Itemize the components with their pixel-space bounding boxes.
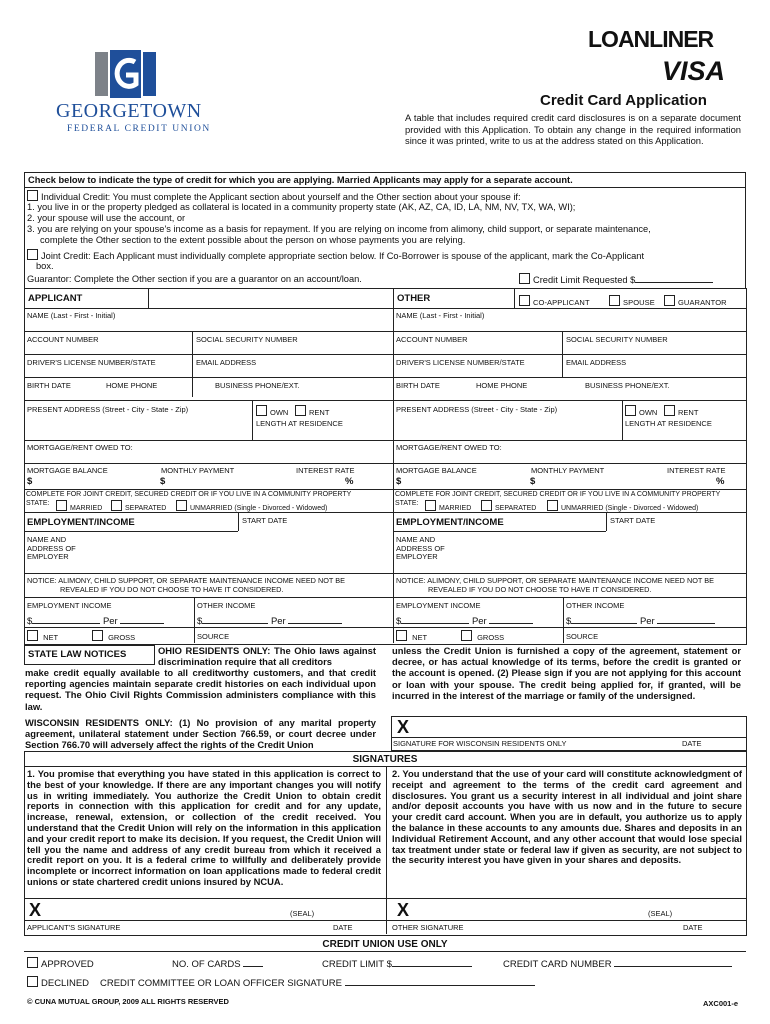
applicant-birth-field[interactable]: BIRTH DATE [27,381,71,390]
applicant-unmarried-checkbox[interactable] [176,500,187,511]
individual-credit-checkbox[interactable] [27,190,38,201]
other-ssn-field[interactable]: SOCIAL SECURITY NUMBER [566,335,668,344]
georgetown-g-icon [95,50,157,98]
other-joint-note: COMPLETE FOR JOINT CREDIT, SECURED CREDIT OR IF YOU LIVE IN A COMMUNITY PROPERTY [395,491,721,498]
other-email-field[interactable]: EMAIL ADDRESS [566,358,627,367]
co-applicant-label: CO-APPLICANT [533,298,590,307]
guarantor-option[interactable] [664,295,727,307]
other-own-option[interactable] [625,405,657,417]
other-start-date-field[interactable]: START DATE [610,516,656,525]
other-own-label: OWN [639,408,658,417]
credit-limit-cu-label: CREDIT LIMIT $ [322,959,392,970]
applicant-email-field[interactable]: EMAIL ADDRESS [196,358,257,367]
per-label: Per [639,616,655,627]
other-net-option[interactable] [396,630,427,642]
spouse-checkbox[interactable] [609,295,620,306]
other-net-checkbox[interactable] [396,630,407,641]
applicant-employment-heading: EMPLOYMENT/INCOME [27,517,135,528]
other-unmarried-option[interactable] [547,500,698,512]
applicant-gross-checkbox[interactable] [92,630,103,641]
joint-credit-checkbox[interactable] [27,249,38,260]
applicant-emp-income-amount[interactable] [27,614,164,627]
credit-type-instruction: Check below to indicate the type of credit for which you are applying. Married Applicants may apply for a separate account. [28,175,573,185]
applicant-separated-label: SEPARATED [125,505,167,512]
other-separated-checkbox[interactable] [481,500,492,511]
other-home-phone-field[interactable]: HOME PHONE [476,381,528,390]
applicant-unmarried-label: UNMARRIED (Single - Divorced - Widowed) [190,505,328,512]
cu-only-heading: CREDIT UNION USE ONLY [322,939,448,950]
applicant-emp-income-field[interactable]: EMPLOYMENT INCOME [27,601,112,610]
other-seal: (SEAL) [648,909,673,918]
applicant-own-option[interactable] [256,405,288,417]
other-emp-income-amount[interactable] [396,614,533,627]
individual-item-3b: complete the Other section to the extent possible about the person on whose payments you are relying. [40,235,466,245]
individual-credit-label: Individual Credit: You must complete the Applicant section about yourself and the Other section about your spouse if: [41,192,521,202]
individual-item-1: 1. you live in or the property pledged as collateral is located in a community property state (AK, AZ, CA, ID, LA, NM, NV, TX, WA, WI); [27,202,576,212]
applicant-other-income-field[interactable]: OTHER INCOME [197,601,256,610]
logo-georgetown-text: GEORGETOWN [56,100,202,122]
employer-label-line1: NAME AND [27,535,67,544]
other-own-checkbox[interactable] [625,405,636,416]
signatures-heading: SIGNATURES [352,754,418,765]
applicant-separated-option[interactable] [111,500,166,512]
applicant-alimony-notice-1: NOTICE: ALIMONY, CHILD SUPPORT, OR SEPARATE MAINTENANCE INCOME NEED NOT BE [27,576,346,585]
declined-checkbox[interactable] [27,976,38,987]
other-state-label: STATE: [395,500,419,507]
other-birth-field[interactable]: BIRTH DATE [396,381,440,390]
other-heading: OTHER [397,293,431,304]
approved-option[interactable] [27,957,94,970]
spouse-option[interactable] [609,295,655,307]
loanliner-logo: LOANLINER [588,26,714,52]
copyright: © CUNA MUTUAL GROUP, 2009 ALL RIGHTS RESERVED [27,997,229,1006]
applicant-rent-label: RENT [309,408,330,417]
applicant-own-checkbox[interactable] [256,405,267,416]
credit-card-number-label: CREDIT CARD NUMBER [503,959,612,970]
applicant-own-label: OWN [270,408,289,417]
individual-credit-row[interactable] [27,190,521,202]
applicant-monthly-payment-field[interactable]: MONTHLY PAYMENT [161,466,235,475]
applicant-business-phone-field[interactable]: BUSINESS PHONE/EXT. [215,381,300,390]
other-separated-label: SEPARATED [495,505,537,512]
applicant-source-field[interactable]: SOURCE [197,632,230,641]
gross-label: GROSS [108,633,136,642]
applicant-net-checkbox[interactable] [27,630,38,641]
other-account-field[interactable]: ACCOUNT NUMBER [396,335,468,344]
other-balance-dollar: $ [396,476,402,487]
credit-limit-checkbox[interactable] [519,273,530,284]
other-other-income-amount[interactable] [566,614,715,627]
other-rate-percent: % [716,476,725,487]
dollar-sign: $ [566,616,572,627]
other-alimony-notice-1: NOTICE: ALIMONY, CHILD SUPPORT, OR SEPARATE MAINTENANCE INCOME NEED NOT BE [396,576,715,585]
employer-label-line1: NAME AND [396,535,436,544]
committee-signature-label: CREDIT COMMITTEE OR LOAN OFFICER SIGNATURE [100,978,342,989]
committee-signature-field[interactable] [100,976,535,989]
applicant-net-option[interactable] [27,630,58,642]
declined-label: DECLINED [41,978,90,989]
other-address-field[interactable]: PRESENT ADDRESS (Street - City - State - Zip) [396,405,558,414]
other-unmarried-checkbox[interactable] [547,500,558,511]
other-mortgage-owed-field[interactable]: MORTGAGE/RENT OWED TO: [396,443,502,452]
credit-limit-label: Credit Limit Requested $ [533,275,636,285]
no-of-cards-field[interactable] [172,957,263,970]
applicant-address-field[interactable]: PRESENT ADDRESS (Street - City - State - Zip) [27,405,189,414]
applicant-mortgage-balance-field[interactable]: MORTGAGE BALANCE [27,466,108,475]
guarantor-label: GUARANTOR [678,298,727,307]
other-monthly-payment-field[interactable]: MONTHLY PAYMENT [531,466,605,475]
applicant-married-option[interactable] [56,500,102,512]
other-payment-dollar: $ [530,476,536,487]
other-business-phone-field[interactable]: BUSINESS PHONE/EXT. [585,381,670,390]
dollar-sign: $ [27,616,33,627]
applicant-unmarried-option[interactable] [176,500,327,512]
other-source-field[interactable]: SOURCE [566,632,599,641]
employer-label-line2: ADDRESS OF [396,543,445,553]
credit-limit-cu-field[interactable] [322,957,472,970]
net-label: NET [412,633,428,642]
other-married-label: MARRIED [439,505,472,512]
logo-fcu-text: FEDERAL CREDIT UNION [67,124,211,134]
other-employer-field[interactable] [396,536,445,562]
net-label: NET [43,633,59,642]
applicant-home-phone-field[interactable]: HOME PHONE [106,381,158,390]
applicant-signature-x[interactable]: X [29,900,42,920]
other-married-option[interactable] [425,500,471,512]
credit-limit-field[interactable] [519,273,713,285]
georgetown-logo [40,50,220,140]
per-label: Per [102,616,118,627]
individual-item-3a: 3. you are relying on your spouse's income as a basis for repayment. If you are relying on income from alimony, child support, or separate maintenance, [27,224,651,234]
applicant-interest-rate-field[interactable]: INTEREST RATE [296,466,355,475]
wisconsin-notice: WISCONSIN RESIDENTS ONLY: (1) No provision of any marital property agreement, unilateral statement under Section 766.59, or court decree under Section 766.70 will adversely affect the rights of the Credit Union [25,717,376,751]
guarantor-note: Guarantor: Complete the Other section if you are a guarantor on an account/loan. [27,274,362,284]
individual-item-2: 2. your spouse will use the account, or [27,213,186,223]
applicant-balance-dollar: $ [27,476,33,487]
employer-label-line2: ADDRESS OF [27,543,76,553]
visa-logo: VISA [662,56,726,86]
other-married-checkbox[interactable] [425,500,436,511]
other-rent-option[interactable] [664,405,698,417]
applicant-rent-checkbox[interactable] [295,405,306,416]
other-signature-x[interactable]: X [397,900,410,920]
applicant-payment-dollar: $ [160,476,166,487]
applicant-rent-option[interactable] [295,405,329,417]
guarantor-checkbox[interactable] [664,295,675,306]
applicant-married-label: MARRIED [70,505,103,512]
other-license-field[interactable]: DRIVER'S LICENSE NUMBER/STATE [396,358,525,367]
state-law-heading: STATE LAW NOTICES [28,649,127,660]
signatures-para-2: 2. You understand that the use of your card will constitute acknowledgment of receipt and agreement to the terms of the credit card agreement and disclosures. You grant us a security interest in all individual and joint share and/or deposit accounts you have with us now and in the future to secure your credit card account. When you are in default, you authorize us to apply the balance in these accounts to any amounts due. Shares and deposits in an Individual Retirement Account, and any other account that would lose special tax treatment under state or federal law if given as security, are not subject to the security interest you have given in your shares and deposits. [392,768,742,866]
joint-credit-row[interactable] [27,249,644,261]
credit-card-number-field[interactable] [503,957,732,970]
other-mortgage-balance-field[interactable]: MORTGAGE BALANCE [396,466,477,475]
joint-credit-label: Joint Credit: Each Applicant must individually complete appropriate section below. If Co-Borrower is spouse of the applicant, mark the Co-Applicant [41,251,645,261]
wisconsin-signature-label: SIGNATURE FOR WISCONSIN RESIDENTS ONLY [393,739,567,748]
applicant-employer-field[interactable] [27,536,76,562]
other-rent-checkbox[interactable] [664,405,675,416]
applicant-rate-percent: % [345,476,354,487]
other-gross-checkbox[interactable] [461,630,472,641]
applicant-separated-checkbox[interactable] [111,500,122,511]
wisconsin-date-label: DATE [682,739,702,748]
other-employment-heading: EMPLOYMENT/INCOME [396,517,504,528]
applicant-mortgage-owed-field[interactable]: MORTGAGE/RENT OWED TO: [27,443,133,452]
per-label: Per [471,616,487,627]
applicant-married-checkbox[interactable] [56,500,67,511]
page-title: Credit Card Application [540,92,707,109]
applicant-heading: APPLICANT [28,293,83,304]
other-alimony-notice-2: REVEALED IF YOU DO NOT CHOOSE TO HAVE IT CONSIDERED. [428,585,652,594]
other-other-income-field[interactable]: OTHER INCOME [566,601,625,610]
disclosure-notice: A table that includes required credit card disclosures is on a separate document provided with this Application. To obtain any change in the required information since it was printed, write to us at the address stated on this Application. [405,112,741,147]
other-interest-rate-field[interactable]: INTEREST RATE [667,466,726,475]
other-signature-date: DATE [683,923,703,932]
applicant-start-date-field[interactable]: START DATE [242,516,288,525]
other-signature-label: OTHER SIGNATURE [392,923,464,932]
other-rent-label: RENT [678,408,699,417]
gross-label: GROSS [477,633,505,642]
other-length-field[interactable]: LENGTH AT RESIDENCE [625,419,712,428]
no-of-cards-label: NO. OF CARDS [172,959,241,970]
spouse-label: SPOUSE [623,298,655,307]
joint-credit-label-cont: box. [36,261,54,271]
applicant-name-field[interactable]: NAME (Last - First - Initial) [27,311,116,320]
applicant-joint-note: COMPLETE FOR JOINT CREDIT, SECURED CREDIT OR IF YOU LIVE IN A COMMUNITY PROPERTY [26,491,352,498]
dollar-sign: $ [396,616,402,627]
ohio-notice-rest: make credit equally available to all creditworthy customers, and that credit reporting agencies maintain separate credit histories on each individual upon request. The Ohio Civil Rights Commission administers compliance with this law. [25,667,376,712]
other-separated-option[interactable] [481,500,536,512]
applicant-alimony-notice-2: REVEALED IF YOU DO NOT CHOOSE TO HAVE IT CONSIDERED. [60,585,284,594]
applicant-seal: (SEAL) [290,909,315,918]
other-unmarried-label: UNMARRIED (Single - Divorced - Widowed) [561,505,699,512]
declined-option[interactable] [27,976,89,989]
other-gross-option[interactable] [461,630,504,642]
employer-label-line3: EMPLOYER [27,552,69,561]
ohio-notice-first: OHIO RESIDENTS ONLY: The Ohio laws against discrimination require that all creditors [158,645,376,668]
signatures-para-1: 1. You promise that everything you have stated in this application is correct to the best of your knowledge. If there are any important changes you will notify us in writing immediately. You authorize the Credit Union to obtain credit reports in connection with this application for credit and for any update, increase, renewal, extension, or collection of the credit received. You understand that the Credit Union will rely on the information in this application and your credit report to make its decision. If you request, the Credit Union will tell you the name and address of any credit bureau from which it received a credit report on you. It is a federal crime to willfully and deliberately provide incomplete or incorrect information on loan applications made to federal credit unions or state chartered credit unions insured by NCUA. [27,768,381,887]
applicant-ssn-field[interactable]: SOCIAL SECURITY NUMBER [196,335,298,344]
approved-label: APPROVED [41,959,94,970]
co-applicant-checkbox[interactable] [519,295,530,306]
applicant-account-field[interactable]: ACCOUNT NUMBER [27,335,99,344]
wisconsin-signature-x: X [397,717,410,737]
other-name-field[interactable]: NAME (Last - First - Initial) [396,311,485,320]
applicant-gross-option[interactable] [92,630,135,642]
approved-checkbox[interactable] [27,957,38,968]
applicant-signature-date: DATE [333,923,353,932]
applicant-signature-label: APPLICANT'S SIGNATURE [27,923,121,932]
applicant-length-field[interactable]: LENGTH AT RESIDENCE [256,419,343,428]
applicant-other-income-amount[interactable] [197,614,342,627]
dollar-sign: $ [197,616,203,627]
other-emp-income-field[interactable]: EMPLOYMENT INCOME [396,601,481,610]
per-label: Per [270,616,286,627]
applicant-license-field[interactable]: DRIVER'S LICENSE NUMBER/STATE [27,358,156,367]
co-applicant-option[interactable] [519,295,590,307]
form-code: AXC001-e [703,999,739,1008]
employer-label-line3: EMPLOYER [396,552,438,561]
state-law-right-col: unless the Credit Union is furnished a copy of the agreement, statement or decree, or has actual knowledge of its terms, before the credit is granted or the account is opened. (2) Please sign if you are not applying for this account or loan with your spouse. The credit being applied for, if granted, will be incurred in the interest of the marriage or family of the undersigned. [392,645,741,701]
applicant-state-label: STATE: [26,500,50,507]
